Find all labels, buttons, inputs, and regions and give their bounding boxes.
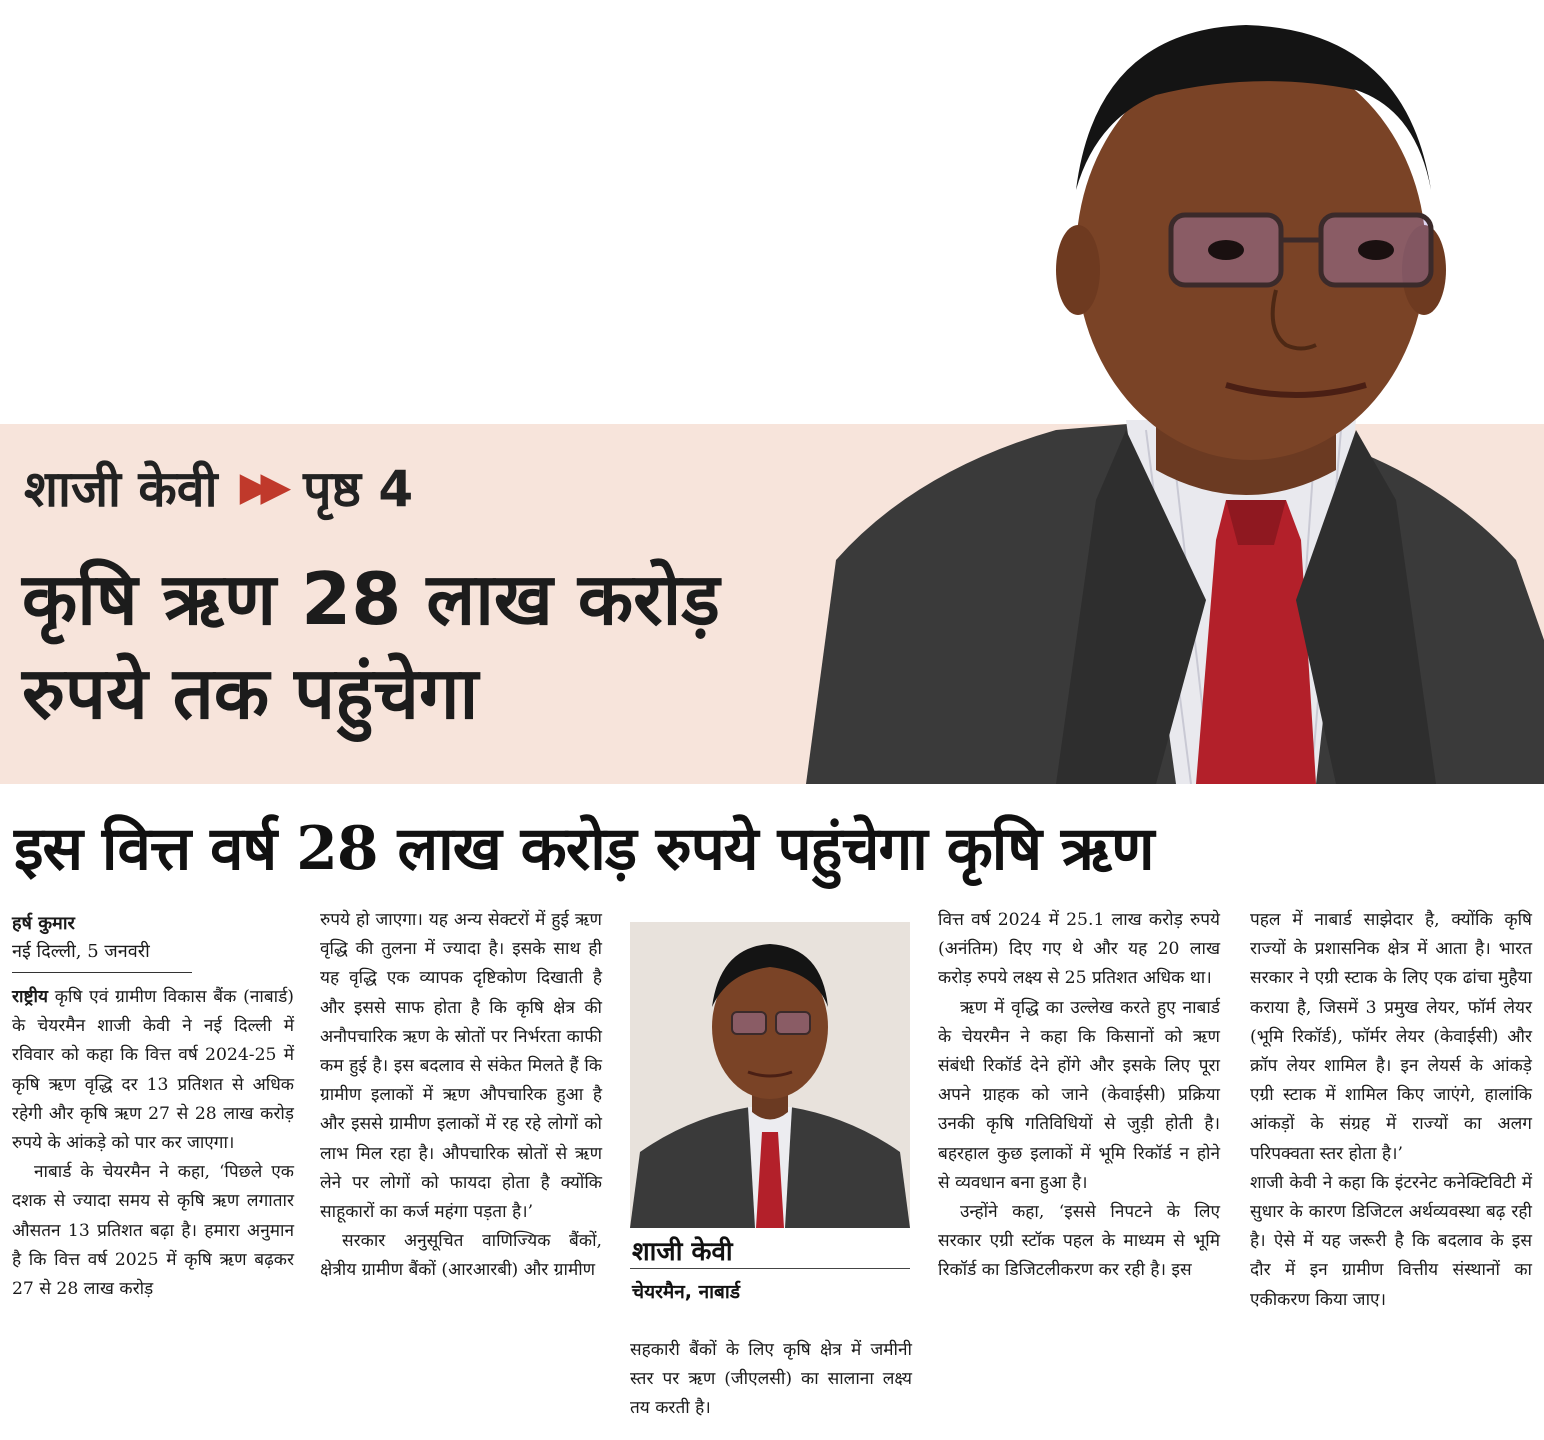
byline-author: हर्ष कुमार bbox=[12, 913, 75, 934]
paragraph: वित्त वर्ष 2024 में 25.1 लाख करोड़ रुपये (अनंतिम) दिए गए थे और यह 20 लाख करोड़ रुपये लक्ष्य से 25 प्रतिशत अधिक था। bbox=[938, 910, 1220, 989]
article-column-1 bbox=[12, 910, 294, 1304]
photo-caption-title: चेयरमैन, नाबार्ड bbox=[632, 1281, 740, 1303]
photo-caption-divider bbox=[630, 1268, 910, 1269]
article-column-2 bbox=[320, 906, 602, 1286]
paragraph: पहल में नाबार्ड साझेदार है, क्योंकि कृषि राज्यों के प्रशासनिक क्षेत्र में आता है। भारत सरकार ने एग्री स्टाक के लिए एक ढांचा मुहैया कराया है, जिसमें 3 प्रमुख लेयर, फॉर्म लेयर (भूमि रिकॉर्ड), फॉर्मर लेयर (केवाईसी) और क्रॉप लेयर शामिल है। इन लेयर्स के आंकड़े एग्री स्टाक में शामिल किए जाएंगे, हालांकि आंकड़ों के संग्रह में राज्यों का अलग परिपक्वता स्तर होता है।’ bbox=[1250, 910, 1532, 1164]
article-column-5 bbox=[1250, 906, 1532, 1315]
byline-divider bbox=[12, 972, 192, 973]
paragraph: रुपये हो जाएगा। यह अन्य सेक्टरों में हुई ऋण वृद्धि की तुलना में ज्यादा है। इसके साथ ही यह वृद्धि एक व्यापक दृष्टिकोण दिखाती है और इससे साफ होता है कि कृषि क्षेत्र की अनौपचारिक ऋण के स्रोतों पर निर्भरता काफी कम हुई है। इस बदलाव से संकेत मिलते हैं कि ग्रामीण इलाकों में ऋण औपचारिक हुआ है और इससे ग्रामीण इलाकों में रह रहे लोगों को लाभ मिल रहा है। औपचारिक स्रोतों से ऋण लेने पर लोगों को फायदा होता है क्योंकि साहूकारों का कर्ज महंगा पड़ता है।’ bbox=[320, 910, 602, 1223]
lead-word: राष्ट्रीय bbox=[12, 987, 48, 1007]
inset-portrait-photo bbox=[630, 922, 910, 1228]
paragraph: सहकारी बैंकों के लिए कृषि क्षेत्र में जमीनी स्तर पर ऋण (जीएलसी) का सालाना लक्ष्य तय करती है। bbox=[630, 1340, 912, 1419]
promo-headline-line2: रुपये तक पहुंचेगा bbox=[22, 651, 479, 735]
kicker-name: शाजी केवी bbox=[24, 460, 218, 518]
promo-headline[interactable] bbox=[22, 552, 822, 740]
paragraph: नाबार्ड के चेयरमैन ने कहा, ‘पिछले एक दशक से ज्यादा समय से कृषि ऋण लगातार औसतन 13 प्रतिशत बढ़ा है। हमारा अनुमान है कि वित्त वर्ष 2025 में कृषि ऋण बढ़कर 27 से 28 लाख करोड़ bbox=[12, 1162, 294, 1300]
paragraph: ऋण में वृद्धि का उल्लेख करते हुए नाबार्ड के चेयरमैन ने कहा कि किसानों को ऋण संबंधी रिकॉर्ड देने होंगे और इसके लिए पूरा अपने ग्राहक को जाने (केवाईसी) प्रक्रिया उनकी कृषि गतिविधियों से जुड़ी होती है। बहरहाल कुछ इलाकों में भूमि रिकॉर्ड न होने से व्यवधान बना हुआ है। bbox=[938, 997, 1220, 1193]
paragraph-text: कृषि एवं ग्रामीण विकास बैंक (नाबार्ड) के चेयरमैन शाजी केवी ने नई दिल्ली में रविवार को कहा कि वित्त वर्ष 2024-25 में कृषि ऋण वृद्धि दर 13 प्रतिशत से अधिक रहेगी और कृषि ऋण 27 से 28 लाख करोड़ रुपये के आंकड़े को पार कर जाएगा। bbox=[12, 987, 294, 1154]
byline-dateline: नई दिल्ली, 5 जनवरी bbox=[12, 941, 150, 962]
article-headline[interactable]: इस वित्त वर्ष 28 लाख करोड़ रुपये पहुंचेगा कृषि ऋण bbox=[14, 814, 1154, 884]
photo-caption-name: शाजी केवी bbox=[632, 1237, 733, 1267]
kicker-page: पृष्ठ 4 bbox=[303, 460, 414, 518]
article-column-4 bbox=[938, 906, 1220, 1286]
promo-kicker[interactable] bbox=[24, 452, 413, 522]
paragraph bbox=[12, 983, 294, 1158]
article-column-3 bbox=[630, 1336, 912, 1424]
paragraph: सरकार अनुसूचित वाणिज्यिक बैंकों, क्षेत्रीय ग्रामीण बैंकों (आरआरबी) और ग्रामीण bbox=[320, 1231, 602, 1281]
portrait-photo bbox=[796, 0, 1544, 784]
double-chevron-right-icon: ▶▶ bbox=[239, 464, 282, 510]
promo-headline-line1: कृषि ऋण 28 लाख करोड़ bbox=[22, 557, 720, 641]
paragraph: शाजी केवी ने कहा कि इंटरनेट कनेक्टिविटी में सुधार के कारण डिजिटल अर्थव्यवस्था बढ़ रही है। ऐसे में यह जरूरी है कि बदलाव के इस दौर में इन ग्रामीण वित्तीय संस्थानों का एकीकरण किया जाए। bbox=[1250, 1172, 1532, 1310]
paragraph: उन्होंने कहा, ‘इससे निपटने के लिए सरकार एग्री स्टॉक पहल के माध्यम से भूमि रिकॉर्ड का डिजिटलीकरण कर रही है। इस bbox=[938, 1202, 1220, 1281]
